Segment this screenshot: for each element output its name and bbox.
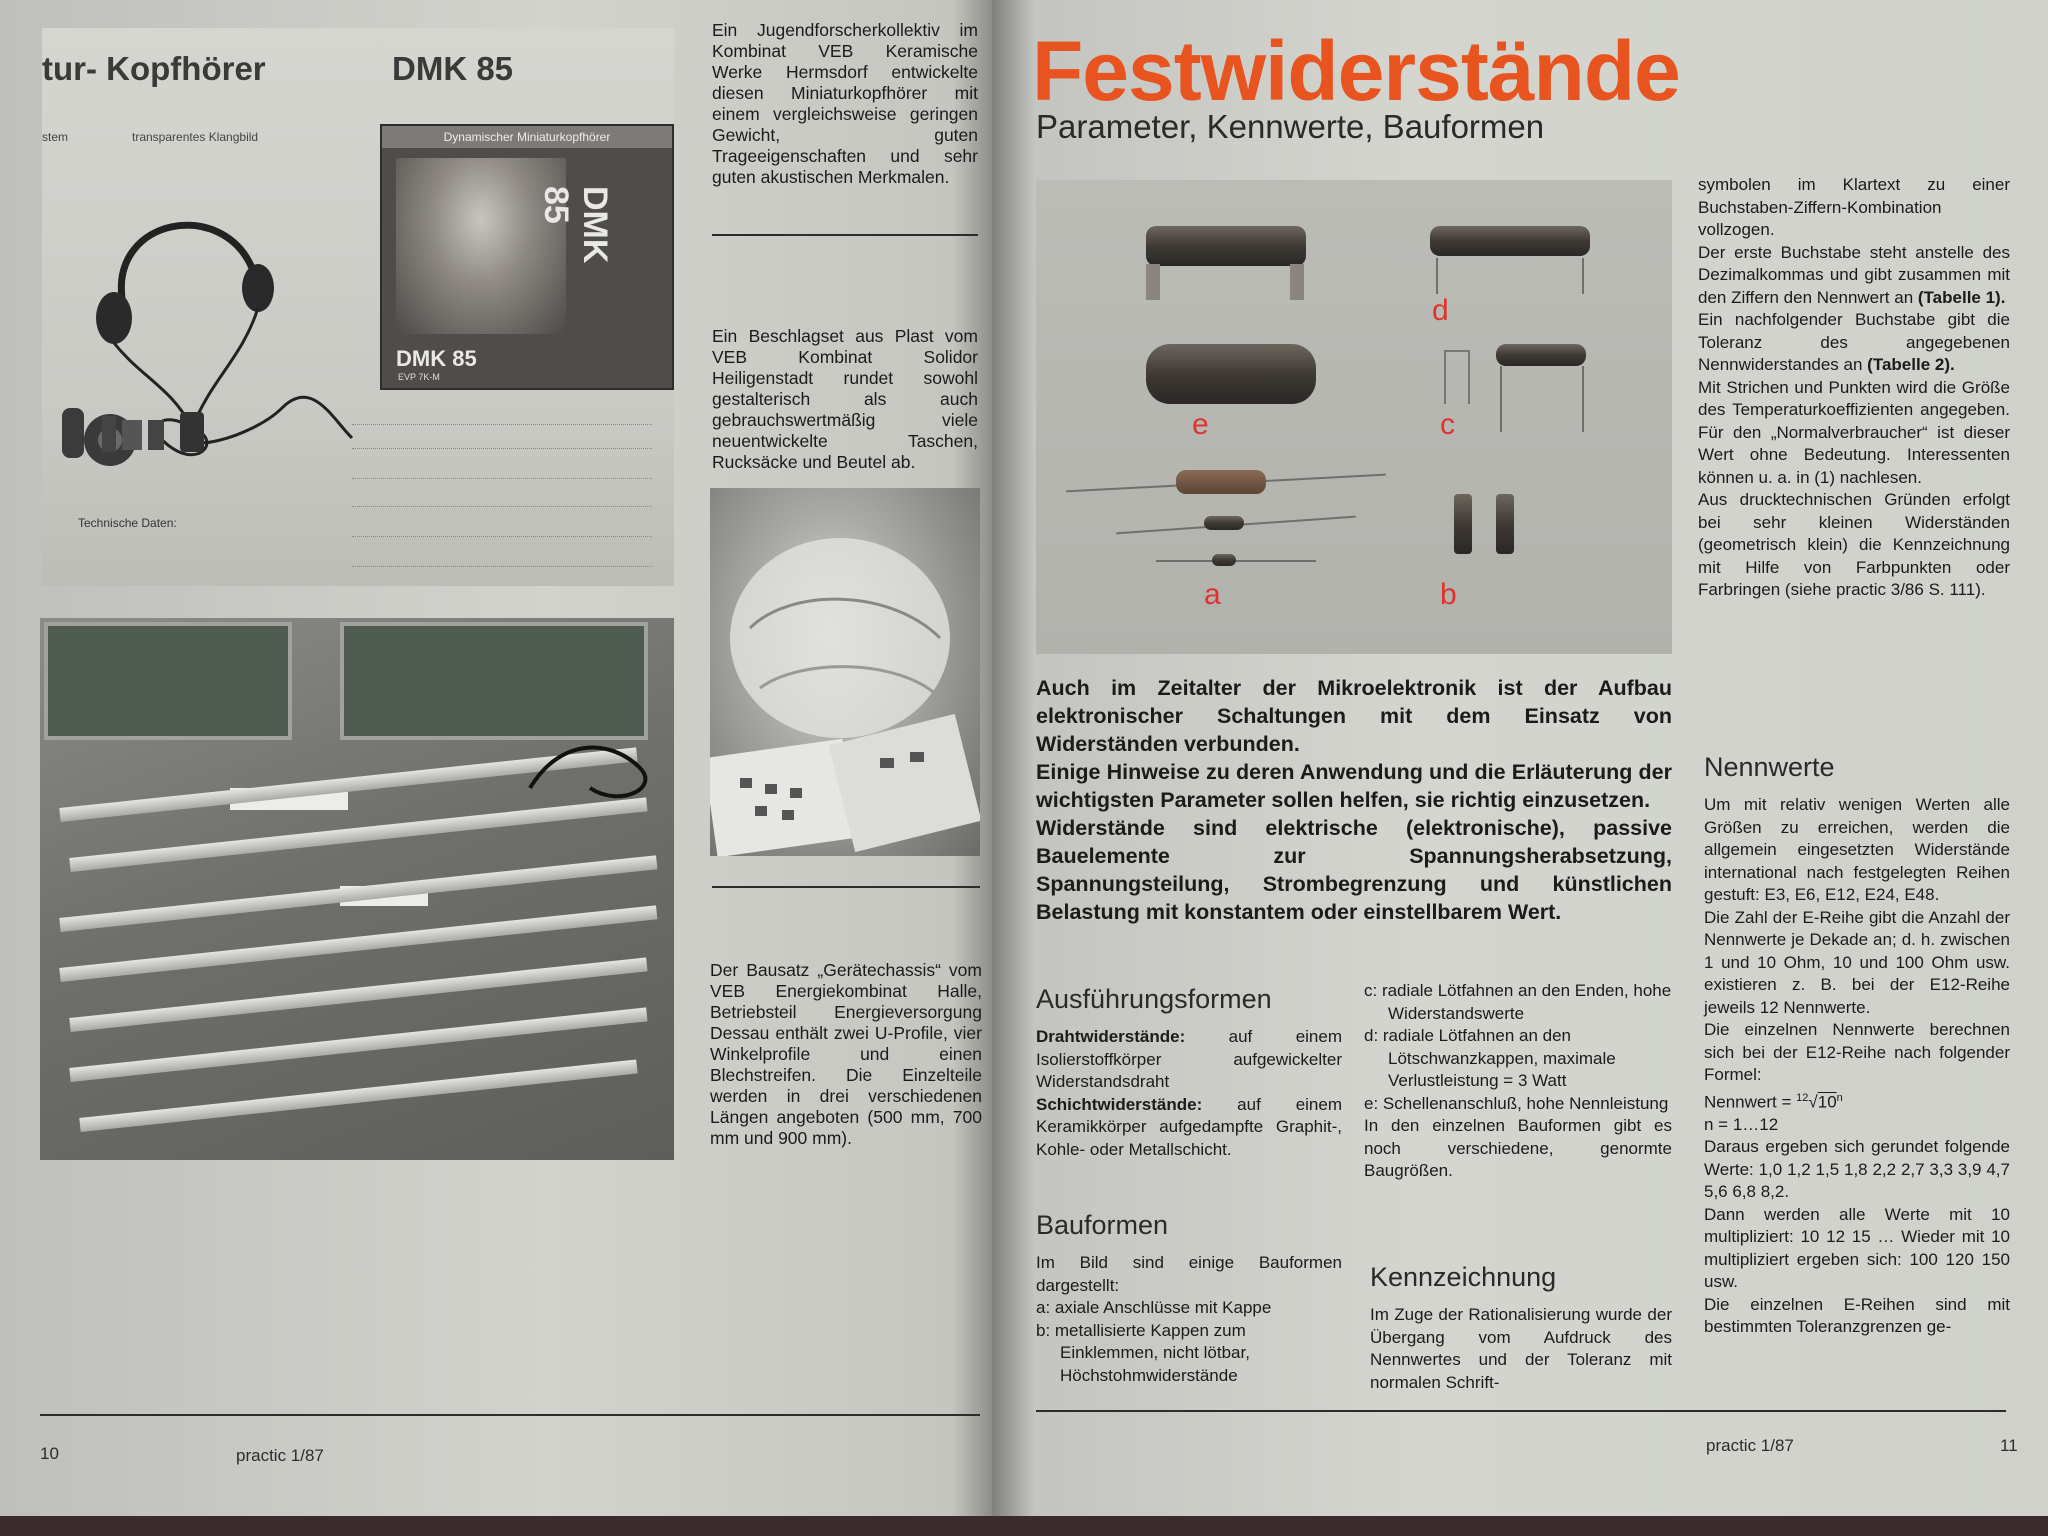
nennwerte-paragraph: Um mit relativ wenigen Werten alle Größen zu erreichen, werden die allgemein eingesetzten Widerstände international nach festgelegten Reihen gestuft: E3, E6, E12, E24, E48. (1704, 795, 2010, 904)
footer-magazine-left: practic 1/87 (236, 1446, 324, 1465)
ad-title-left: tur- Kopfhörer (42, 50, 266, 87)
footer-magazine-right: practic 1/87 (1706, 1436, 1794, 1455)
col3-text: Der erste Buchstabe steht anstelle des Dezimalkommas und gibt zusammen mit den Ziffern den Nennwert an (1698, 242, 2010, 307)
bauform-c: c: radiale Lötfahnen an den Enden, hohe Widerstandswerte (1364, 981, 1672, 1023)
page-title: Festwiderstände (1032, 24, 1680, 118)
tech-row (352, 506, 652, 509)
chassis-kit-photo (40, 618, 674, 1160)
caption-kopfhoerer: Ein Jugendforscherkollektiv im Kombinat VEB Keramische Werke Hermsdorf entwickelte diesen Miniaturkopfhörer mit einem vergleichsweise geringen Gewicht, guten Trageeigenschaften und sehr guten akustischen Merkmalen. (712, 20, 978, 187)
schichtwiderstaende-paragraph (1036, 1094, 1342, 1162)
page-number-left: 10 (40, 1444, 59, 1463)
bauformen-intro: Im Bild sind einige Bauformen dargestellt: (1036, 1253, 1342, 1295)
caption-beschlagset: Ein Beschlagset aus Plast vom VEB Kombinat Solidor Heiligenstadt rundet sowohl gestalterisch als auch gebrauchswertmäßig viele neuentwickelte Taschen, Rucksäcke und Beutel ab. (712, 326, 978, 472)
resistor-c (1496, 344, 1586, 366)
resistor-a-large (1176, 470, 1266, 494)
tech-row (352, 448, 652, 451)
resistor-wirewound (1146, 226, 1306, 266)
schichtwiderstaende-text: auf einem Keramikkörper aufgedampfte Graphit-, Kohle- oder Metallschicht. (1036, 1094, 1342, 1159)
tech-row (352, 566, 652, 569)
col3-paragraph: Aus drucktechnischen Gründen erfolgt bei sehr kleinen Widerständen (geometrisch klein) die Kennzeichnung mit Hilfe von Farbpunkten oder Farbringen (siehe practic 3/86 S. 111). (1698, 490, 2010, 599)
drahtwiderstaende-text: auf einem Isolierstoffkörper aufgewickelter Widerstandsdraht (1036, 1027, 1342, 1091)
resistor-d (1430, 226, 1590, 256)
heading-ausfuehrungsformen: Ausführungsformen (1036, 984, 1272, 1014)
tech-row (352, 424, 652, 427)
figure-letter-d: d (1432, 294, 1449, 327)
tabelle-2-ref: (Tabelle 2). (1867, 355, 1955, 374)
col3-paragraph (1698, 309, 2010, 377)
col3-text: Ein nachfolgender Buchstabe gibt die Toleranz des angegebenen Nennwiderstandes an (1698, 310, 2010, 374)
heading-bauformen: Bauformen (1036, 1210, 1169, 1240)
ad-tagline-right: transparentes Klangbild (132, 130, 259, 144)
caption-bausatz: Der Bausatz „Gerätechassis“ vom VEB Energiekombinat Halle, Betriebsteil Energieversorgung Dessau enthält zwei U-Profile, vier Winkelprofile und einen Blechstreifen. Die Einzelteile werden in drei verschiedenen Längen angeboten (500 mm, 700 mm und 900 mm). (710, 960, 982, 1148)
kennzeichnung-text: Im Zuge der Rationalisierung wurde der Übergang vom Aufdruck des Nennwertes und der Toleranz mit normalen Schrift- (1370, 1305, 1672, 1392)
heading-kennzeichnung: Kennzeichnung (1370, 1262, 1557, 1292)
intro-paragraph: Widerstände sind elektrische (elektronische), passive Bauelemente zur Spannungsherabsetzung, Spannungsteilung, Strombegrenzung und künstlichen Belastung mit konstantem oder einstellbarem Wert. (1036, 816, 1672, 924)
bauform-a: a: axiale Anschlüsse mit Kappe (1036, 1298, 1272, 1317)
figure-letter-b: b (1440, 578, 1457, 611)
page-number-right: 11 (2000, 1436, 2018, 1455)
tabelle-1-ref: (Tabelle 1). (1917, 287, 2006, 307)
ad-tagline-left: stem (42, 130, 69, 144)
nennwerte-paragraph: Daraus ergeben sich gerundet folgende Werte: 1,0 1,2 1,5 1,8 2,2 2,7 3,3 3,9 4,7 5,6 6,8 8,2. (1704, 1137, 2010, 1202)
schichtwiderstaende-label: Schichtwiderstände: (1036, 1094, 1203, 1114)
drahtwiderstaende-paragraph (1036, 1026, 1342, 1094)
bag-illustration (710, 488, 980, 856)
formula-root-index: 12 (1796, 1091, 1809, 1104)
circuit-board (44, 622, 292, 740)
resistor-bracket (1146, 264, 1160, 300)
divider (712, 886, 980, 888)
page-subtitle: Parameter, Kennwerte, Bauformen (1036, 108, 1545, 145)
figure-letter-c: c (1440, 408, 1455, 441)
nennwerte-paragraph: Die Zahl der E-Reihe gibt die Anzahl der Nennwerte je Dekade an; d. h. zwischen 1 und 10 Ohm, 10 und 100 Ohm usw. existieren z. B. bei der E12-Reihe jeweils 12 Nennwerte. (1704, 907, 2010, 1017)
column-three (1698, 174, 2010, 602)
col3-paragraph (1698, 242, 2010, 310)
footer-rule (40, 1414, 980, 1416)
box-top-label: Dynamischer Miniaturkopfhörer (382, 126, 672, 148)
ausfuehrung-text (1036, 1026, 1342, 1161)
formula-label: Nennwert = (1704, 1092, 1797, 1112)
figure-letter-a: a (1204, 578, 1221, 611)
right-page (992, 0, 2048, 1516)
footer-rule (1036, 1410, 2006, 1412)
ad-title-right: DMK 85 (392, 50, 514, 87)
accessory-parts (62, 398, 262, 468)
box-code: EVP 7K-M (398, 372, 440, 382)
nennwerte-paragraph: Die einzelnen E-Reihen sind mit bestimmten Toleranzgrenzen ge- (1704, 1294, 2010, 1337)
cable (520, 728, 670, 808)
bauformen-list (1036, 1252, 1342, 1387)
resistor-lead (1156, 560, 1316, 562)
bauformen-note: In den einzelnen Bauformen gibt es noch verschiedene, genormte Baugrößen. (1364, 1116, 1672, 1180)
tech-data-label: Technische Daten: (78, 516, 177, 530)
resistor-lead (1500, 366, 1502, 432)
nennwerte-text (1704, 794, 2010, 1339)
resistor-lead (1582, 366, 1584, 432)
headphone-ad-photo (42, 28, 674, 586)
formula-range: n = 1…12 (1704, 1114, 1779, 1134)
drahtwiderstaende-label: Drahtwiderstände: (1036, 1027, 1186, 1046)
bauform-b: b: metallisierte Kappen zum Einklemmen, nicht lötbar, Höchstohmwiderstände (1036, 1320, 1250, 1385)
col3-paragraph: symbolen im Klartext zu einer Buchstaben-Ziffern-Kombination vollzogen. (1698, 175, 2010, 239)
resistor-b (1454, 494, 1472, 554)
resistor-c-small (1444, 350, 1470, 404)
intro-text (1036, 674, 1672, 926)
nennwerte-paragraph: Die einzelnen Nennwerte berechnen sich bei der E12-Reihe nach folgender Formel: (1704, 1020, 2010, 1084)
formula (1704, 1087, 2010, 1114)
product-box (382, 126, 672, 388)
tech-row (352, 536, 652, 539)
heading-nennwerte: Nennwerte (1704, 752, 1835, 782)
bauform-e: e: Schellenanschluß, hohe Nennleistung (1364, 1093, 1669, 1113)
figure-letter-e: e (1192, 408, 1209, 441)
box-bottom-label: DMK 85 (396, 346, 477, 371)
resistor-bracket (1290, 264, 1304, 300)
resistor-e (1146, 344, 1316, 404)
intro-paragraph: Einige Hinweise zu deren Anwendung und die Erläuterung der wichtigsten Parameter sollen helfen, sie richtig einzusetzen. (1036, 760, 1672, 812)
tech-row (352, 478, 652, 481)
bauformen-list-cont (1364, 980, 1672, 1183)
left-page (0, 0, 992, 1516)
root-symbol: √ (1808, 1092, 1818, 1112)
resistor-photo (1036, 180, 1672, 654)
formula-exponent: n (1836, 1091, 1843, 1104)
formula-radicand: 10 (1817, 1092, 1837, 1112)
divider (712, 234, 978, 236)
bauform-d: d: radiale Lötfahnen an den Lötschwanzkappen, maximale Verlustleistung = 3 Watt (1364, 1026, 1616, 1090)
resistor-a-small (1212, 554, 1236, 566)
circuit-board (340, 622, 648, 740)
box-side-label: DMK 85 (537, 186, 614, 264)
intro-paragraph: Auch im Zeitalter der Mikroelektronik ist der Aufbau elektronischer Schaltungen mit dem Einsatz von Widerständen verbunden. (1036, 676, 1672, 756)
resistor-lead (1436, 258, 1438, 294)
col3-paragraph: Mit Strichen und Punkten wird die Größe des Temperaturkoeffizienten angegeben. Für den „Normalverbraucher“ ist dieser Wert ohne Bedeutung. Interessenten können u. a. in (1) nachlesen. (1698, 377, 2010, 487)
nennwerte-paragraph: Dann werden alle Werte mit 10 multipliziert: 10 12 15 … Wieder mit 10 multipliziert ergeben sich: 100 120 150 usw. (1704, 1204, 2010, 1292)
resistor-a-medium (1204, 516, 1244, 530)
resistor-b (1496, 494, 1514, 554)
bag-fittings-photo (710, 488, 980, 856)
resistor-lead (1582, 258, 1584, 294)
